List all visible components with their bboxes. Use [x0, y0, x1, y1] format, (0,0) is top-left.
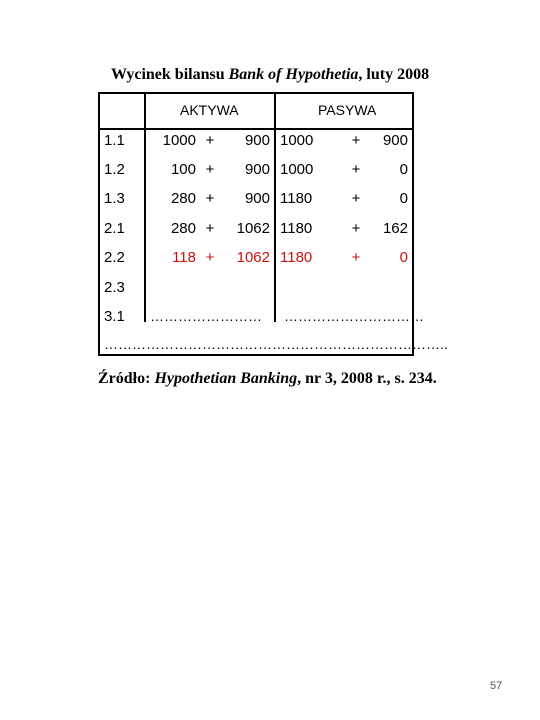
row-label: 1.2 [104, 161, 125, 178]
bottom-blank-dots: ……………………………………………………………….. [104, 336, 448, 352]
header-aktywa: AKTYWA [180, 102, 239, 118]
assets-value-1: 118 [172, 249, 196, 266]
row-label-2-3: 2.3 [104, 279, 125, 296]
assets-value-2: 900 [244, 190, 270, 207]
liabilities-blank-dots: ………………………… [284, 308, 424, 324]
source-suffix: , nr 3, 2008 r., s. 234. [297, 370, 437, 387]
row-label: 2.1 [104, 220, 125, 237]
assets-value-2: 900 [244, 132, 270, 149]
title-bank-name: Bank of Hypothetia [228, 66, 359, 83]
assets-value-2: 1062 [236, 249, 270, 266]
liabilities-plus-sign: + [351, 161, 361, 178]
assets-plus-sign: + [205, 249, 215, 266]
liabilities-value-1: 1180 [280, 249, 313, 266]
liabilities-value-2: 0 [399, 161, 408, 178]
header-divider [100, 128, 412, 130]
page-number: 57 [490, 680, 503, 692]
assets-plus-sign: + [205, 220, 215, 237]
assets-value-2: 1062 [236, 220, 270, 237]
source-publication: Hypothetian Banking [154, 370, 298, 387]
liabilities-value-1: 1180 [280, 220, 313, 237]
liabilities-value-1: 1000 [280, 132, 314, 149]
title-prefix: Wycinek bilansu [110, 66, 229, 83]
liabilities-value-2: 0 [399, 249, 408, 266]
assets-plus-sign: + [205, 161, 215, 178]
row-label-3-1: 3.1 [104, 308, 125, 325]
balance-sheet-table [98, 92, 448, 356]
title-suffix: , luty 2008 [358, 66, 430, 83]
source-citation [98, 370, 518, 388]
header-pasywa: PASYWA [318, 102, 377, 118]
row-label: 2.2 [104, 249, 125, 266]
liabilities-plus-sign: + [351, 220, 361, 237]
liabilities-value-2: 162 [382, 220, 408, 237]
liabilities-value-2: 900 [382, 132, 408, 149]
liabilities-value-1: 1000 [280, 161, 314, 178]
row-label: 1.3 [104, 190, 125, 207]
assets-value-2: 900 [244, 161, 270, 178]
liabilities-plus-sign: + [351, 132, 361, 149]
assets-value-1: 1000 [162, 132, 196, 149]
row-label: 1.1 [104, 132, 125, 149]
assets-value-1: 100 [170, 161, 196, 178]
assets-value-1: 280 [170, 190, 196, 207]
liabilities-plus-sign: + [351, 249, 361, 266]
assets-value-1: 280 [170, 220, 196, 237]
assets-plus-sign: + [205, 190, 215, 207]
liabilities-value-1: 1180 [280, 190, 313, 207]
source-prefix: Źródło: [98, 370, 155, 387]
document-title [0, 66, 540, 84]
assets-plus-sign: + [205, 132, 215, 149]
liabilities-value-2: 0 [399, 190, 408, 207]
liabilities-plus-sign: + [351, 190, 361, 207]
assets-blank-dots: …………………… [150, 308, 262, 324]
